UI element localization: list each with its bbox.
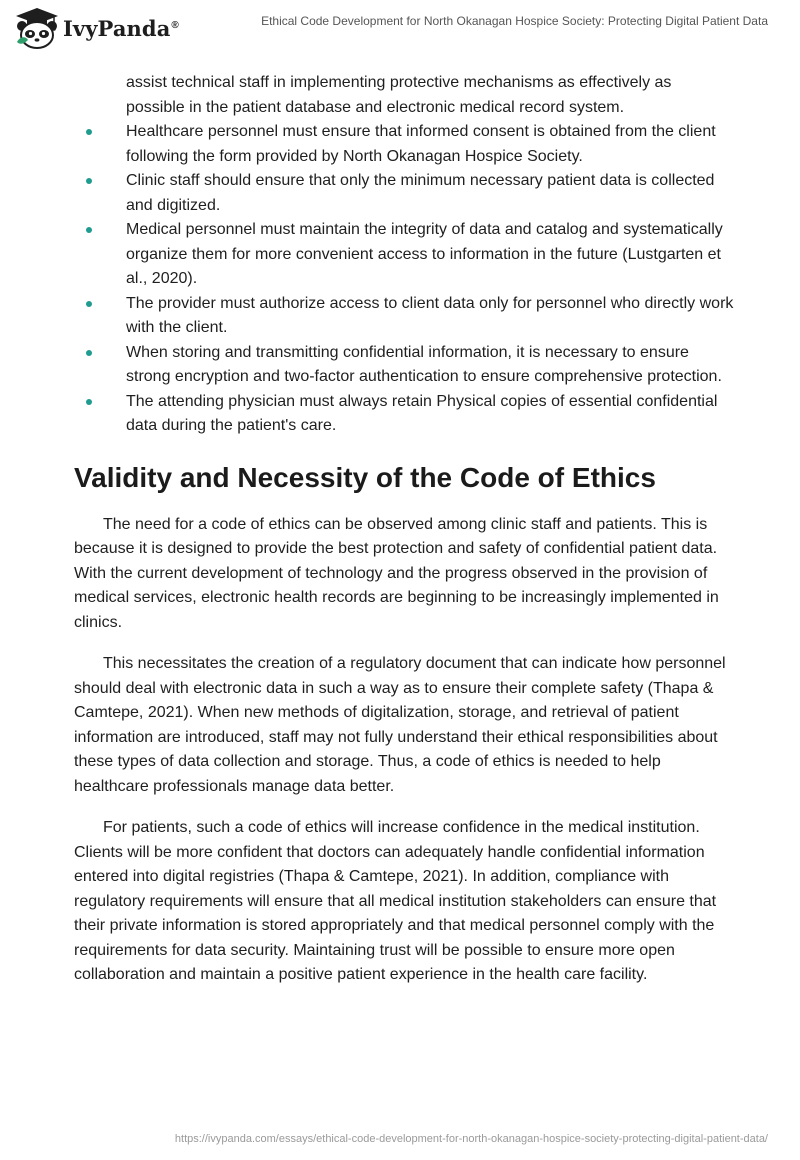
bullet-item: Clinic staff should ensure that only the minimum necessary patient data is collected and digitized. [74,169,734,218]
registered-mark: ® [171,19,179,31]
body-paragraph: For patients, such a code of ethics will increase confidence in the medical institution. Clients will be more confident that doctors can adequately handle confidential information entered into digital registries (Thapa & Camtepe, 2021). In addition, compliance with regulatory requirements will ensure that all medical institution stakeholders can ensure that their private information is stored appropriately and that medical personnel comply with the requirements for data security. Maintaining trust will be possible to ensure more open collaboration and maintain a positive patient experience in the health care facility. [74,819,717,983]
bullet-item: The attending physician must always retain Physical copies of essential confidential data during the patient's care. [74,390,734,439]
panda-graduate-icon [14,6,60,50]
bullet-dot-icon [86,129,92,135]
bullet-dot-icon [86,227,92,233]
article-body [74,71,734,1005]
bullet-item: When storing and transmitting confidential information, it is necessary to ensure strong encryption and two-factor authentication to ensure comprehensive protection. [74,341,734,390]
source-url-link[interactable]: https://ivypanda.com/essays/ethical-code-development-for-north-okanagan-hospice-society-protecting-digital-patient-data/ [174,1133,768,1145]
brand-name: IvyPanda® [63,15,179,41]
body-paragraph: The need for a code of ethics can be observed among clinic staff and patients. This is because it is designed to provide the best protection and safety of confidential patient data. With the current development of technology and the progress observed in the provision of medical services, electronic health records are beginning to be increasingly implemented in clinics. [74,515,719,631]
bullet-dot-icon [86,350,92,356]
bullet-dot-icon [86,399,92,405]
document-title: Ethical Code Development for North Okanagan Hospice Society: Protecting Digital Patient Data [261,14,768,28]
body-paragraph: This necessitates the creation of a regulatory document that can indicate how personnel should deal with electronic data in such a way as to ensure their complete safety (Thapa & Camtepe, 2021). When new methods of digitalization, storage, and retrieval of patient information are introduced, staff may not fully understand their ethical responsibilities about these types of data collection and storage. Thus, a code of ethics is needed to help healthcare professionals manage data better. [74,655,726,795]
bullet-item: The provider must authorize access to client data only for personnel who directly work with the client. [74,292,734,341]
bullet-item: Medical personnel must maintain the integrity of data and catalog and systematically organize them for more convenient access to information in the future (Lustgarten et al., 2020). [74,218,734,292]
bullet-item: Healthcare personnel must ensure that informed consent is obtained from the client following the form provided by North Okanagan Hospice Society. [74,120,734,169]
bullet-continuation: assist technical staff in implementing protective mechanisms as effectively as possible in the patient database and electronic medical record system. [126,74,672,116]
bullet-dot-icon [86,301,92,307]
bullet-dot-icon [86,178,92,184]
brand-logo[interactable] [14,6,179,50]
bullet-list [74,120,734,439]
section-heading: Validity and Necessity of the Code of Ethics [74,461,656,493]
